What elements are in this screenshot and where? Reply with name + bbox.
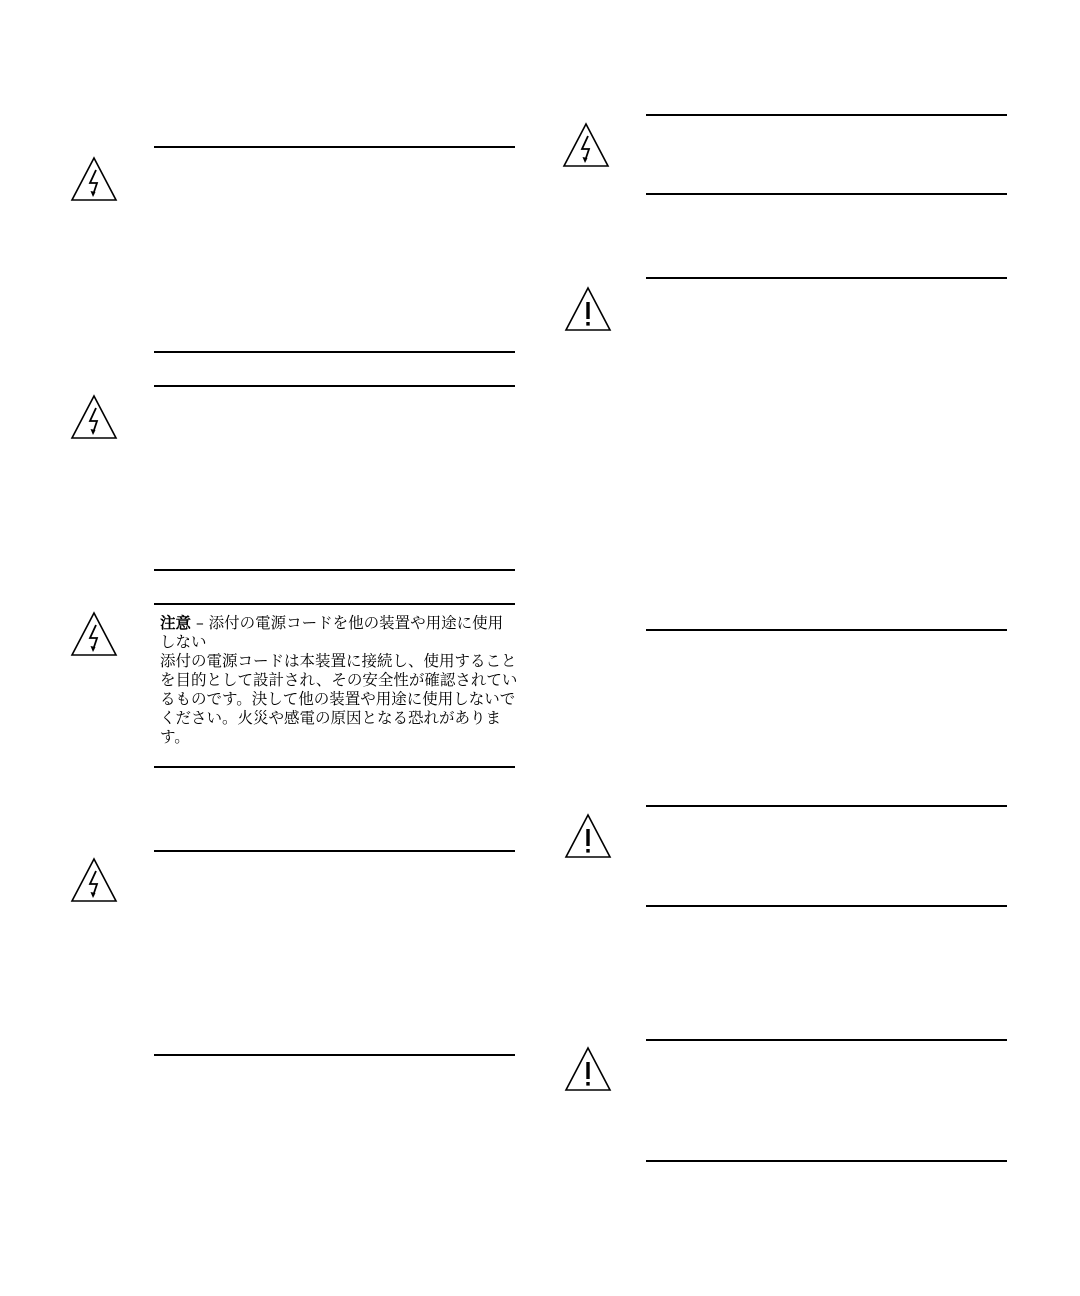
divider-rule — [154, 766, 515, 768]
divider-rule — [646, 193, 1007, 195]
divider-rule — [646, 805, 1007, 807]
divider-rule — [646, 114, 1007, 116]
divider-rule — [154, 146, 515, 148]
notice-heading — [160, 614, 518, 652]
power-cord-notice — [160, 614, 518, 747]
electrical-hazard-icon — [70, 394, 118, 442]
electrical-hazard-icon — [562, 122, 610, 170]
divider-rule — [646, 1160, 1007, 1162]
divider-rule — [154, 1054, 515, 1056]
notice-label: 注意 — [160, 614, 192, 632]
notice-heading-text: 添付の電源コードを他の装置や用途に使用しない — [160, 614, 504, 651]
notice-dash: – — [191, 614, 209, 632]
notice-body: 添付の電源コードは本装置に接続し、使用することを目的として設計され、その安全性が確認されているものです。決して他の装置や用途に使用しないでください。火災や感電の原因となる恐れがあります。 — [160, 652, 518, 746]
caution-icon — [564, 286, 612, 334]
divider-rule — [154, 603, 515, 605]
divider-rule — [154, 850, 515, 852]
divider-rule — [646, 1039, 1007, 1041]
divider-rule — [154, 351, 515, 353]
electrical-hazard-icon — [70, 857, 118, 905]
electrical-hazard-icon — [70, 156, 118, 204]
caution-icon — [564, 1046, 612, 1094]
electrical-hazard-icon — [70, 611, 118, 659]
divider-rule — [646, 905, 1007, 907]
divider-rule — [646, 629, 1007, 631]
divider-rule — [154, 385, 515, 387]
divider-rule — [154, 569, 515, 571]
caution-icon — [564, 813, 612, 861]
divider-rule — [646, 277, 1007, 279]
